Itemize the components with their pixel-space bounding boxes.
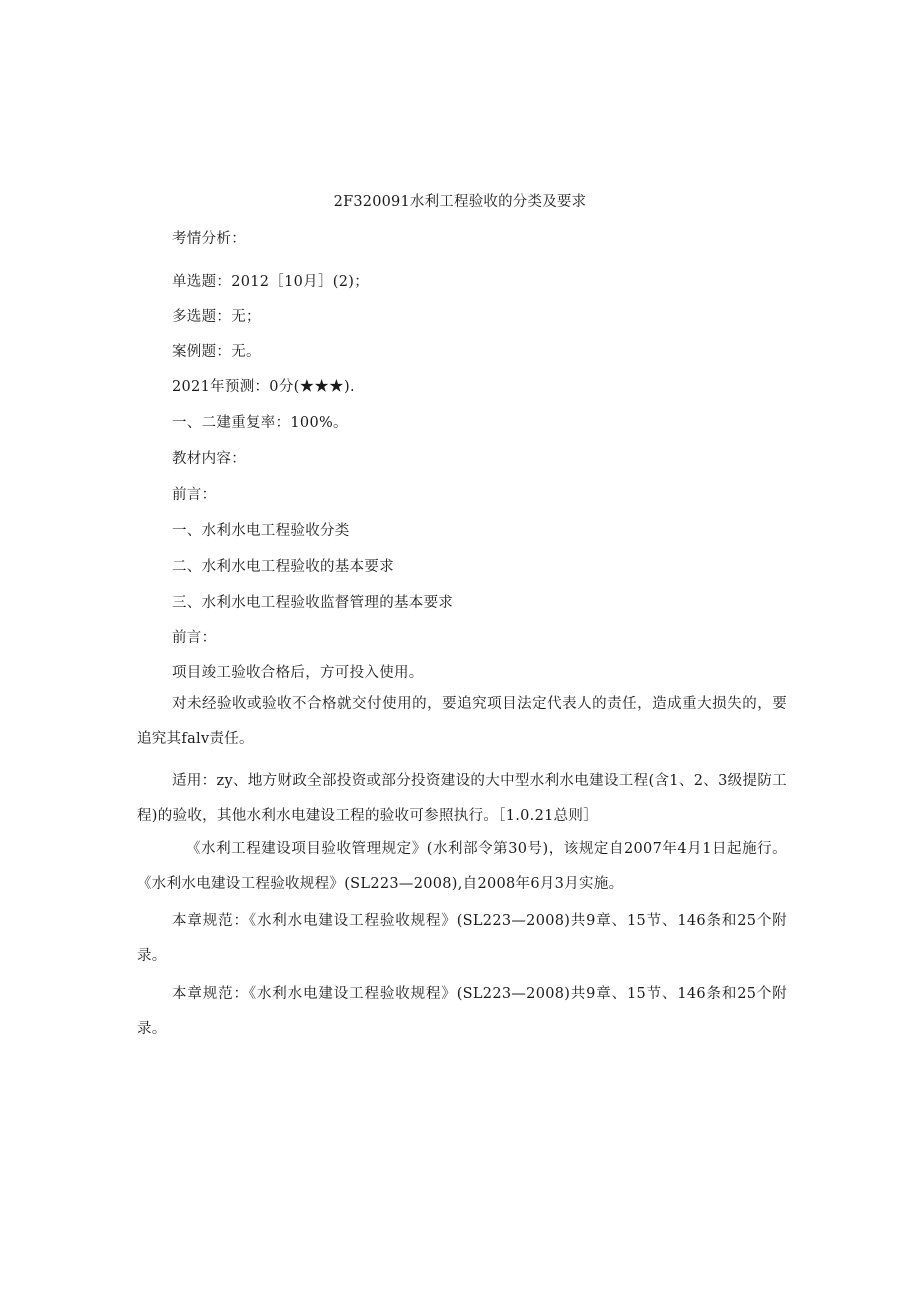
preface-heading: 前言： [172, 487, 217, 503]
single-choice-line: 单选题：2012［10月］(2)； [172, 274, 369, 290]
document-title: 2F320091水利工程验收的分类及要求 [333, 194, 587, 210]
exam-analysis-heading: 考情分析： [172, 231, 246, 247]
regulation-paragraph: 《水利工程建设项目验收管理规定》(水利部令第30号)，该规定自2007年4月1日起施行。《水利水电建设工程验收规程》(SL223—2008),自2008年6月3月实施。 [137, 841, 787, 892]
chapter-spec-paragraph-1: 本章规范：《水利水电建设工程验收规程》(SL223—2008)共9章、15节、146条和25个附录。 [137, 913, 787, 964]
forecast-line: 2021年预测：0分(★★★). [172, 379, 355, 395]
acceptance-statement: 项目竣工验收合格后，方可投入使用。 [172, 665, 424, 681]
case-question-line: 案例题：无。 [172, 344, 261, 360]
outline-item-3: 三、水利水电工程验收监督管理的基本要求 [172, 595, 454, 611]
outline-item-1: 一、水利水电工程验收分类 [172, 523, 350, 539]
preface-heading-2: 前言： [172, 630, 217, 646]
multiple-choice-line: 多选题：无； [172, 309, 261, 325]
liability-paragraph: 对未经验收或验收不合格就交付使用的，要追究项目法定代表人的责任，造成重大损失的，要追究其falv责任。 [137, 696, 787, 747]
outline-item-2: 二、水利水电工程验收的基本要求 [172, 559, 394, 575]
repeat-rate-line: 一、二建重复率：100%。 [172, 415, 348, 431]
scope-paragraph: 适用：zy、地方财政全部投资或部分投资建设的大中型水利水电建设工程(含1、2、3级提防工程)的验收，其他水利水电建设工程的验收可参照执行。［1.0.21总则］ [137, 773, 787, 824]
textbook-content-heading: 教材内容： [172, 451, 246, 467]
chapter-spec-paragraph-2: 本章规范：《水利水电建设工程验收规程》(SL223—2008)共9章、15节、146条和25个附录。 [137, 986, 787, 1037]
